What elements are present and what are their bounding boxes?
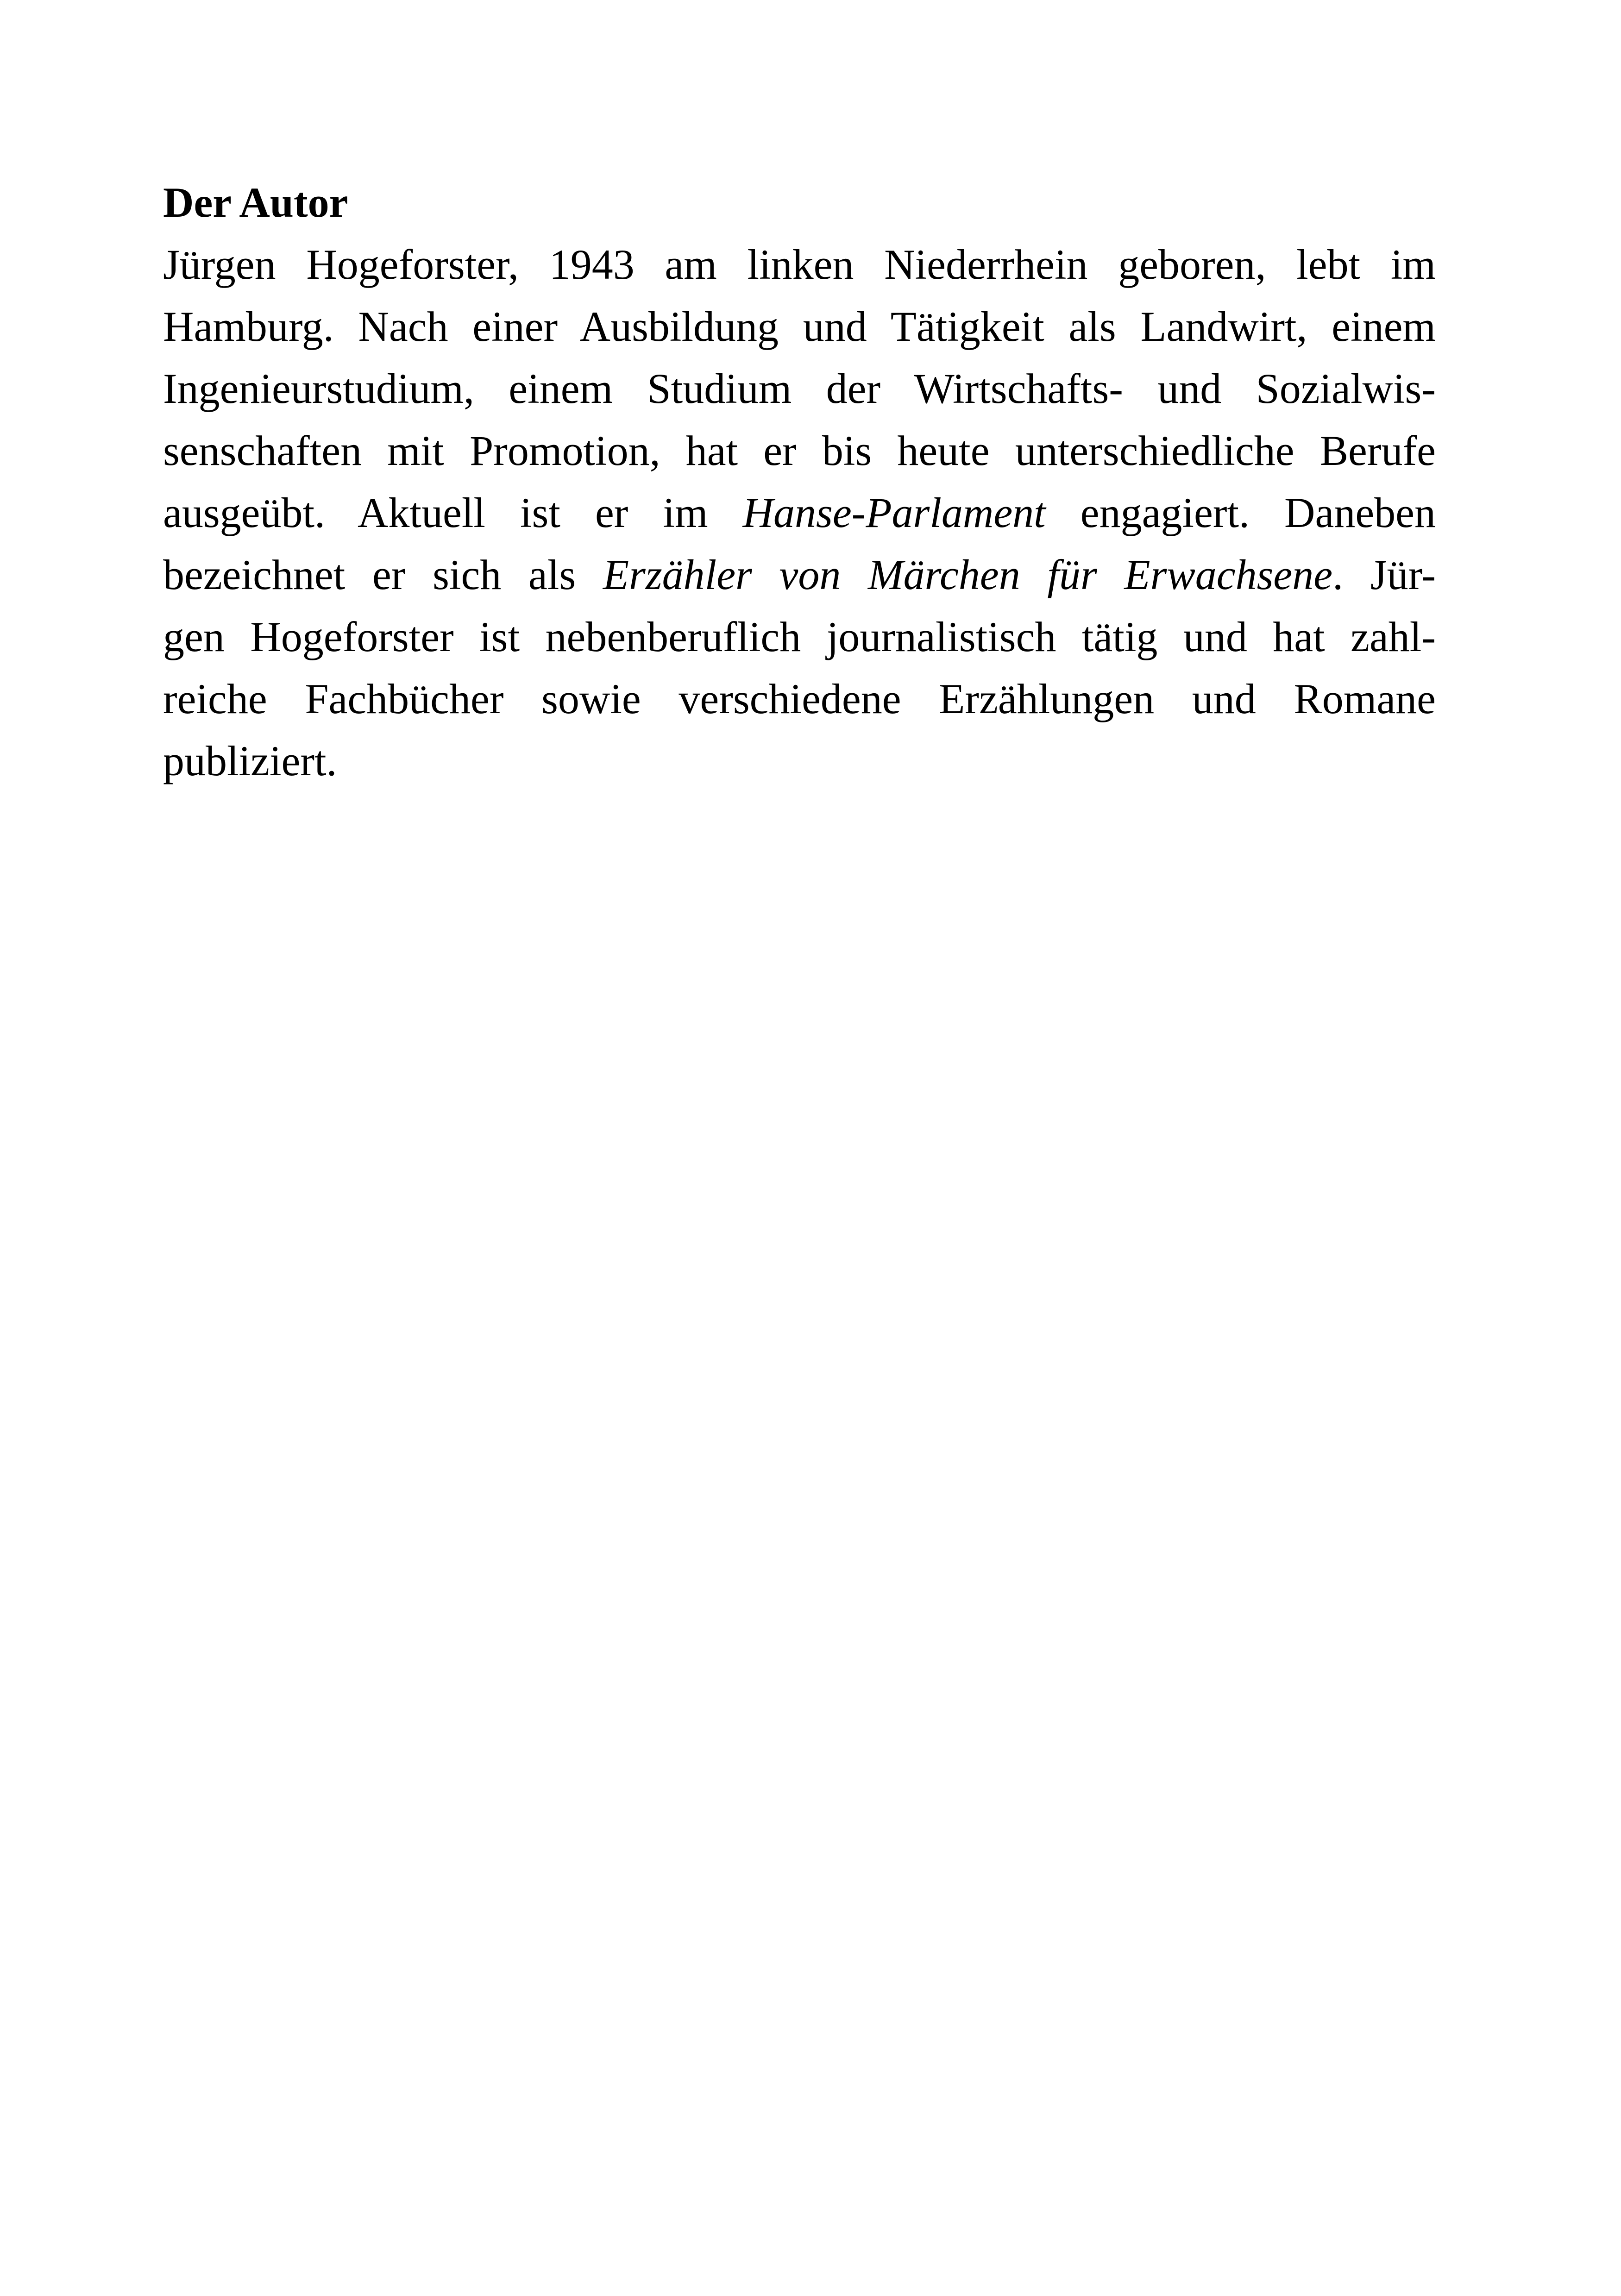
bio-line [163,606,1436,668]
bio-line [163,544,1436,606]
text-segment: Jürgen Hogeforster, 1943 am linken Niederrhein geboren, lebt im [163,241,1436,288]
bio-line [163,668,1436,730]
text-segment: engagiert. Daneben [1045,489,1436,536]
bio-line [163,295,1436,358]
text-segment: ausgeübt. Aktuell ist er im [163,489,743,536]
bio-line [163,420,1436,482]
italic-phrase: Erzähler von Märchen für Erwachsene [603,551,1333,598]
bio-line [163,482,1436,544]
bio-line [163,358,1436,420]
text-segment: publiziert. [163,737,337,784]
text-segment: senschaften mit Promotion, hat er bis heute unterschiedliche Berufe [163,427,1436,474]
section-heading: Der Autor [163,179,348,226]
author-section [163,171,1436,792]
text-segment: bezeichnet er sich als [163,551,603,598]
text-segment: Ingenieurstudium, einem Studium der Wirtschafts- und Sozialwis- [163,365,1436,412]
text-segment: Hamburg. Nach einer Ausbildung und Tätigkeit als Landwirt, einem [163,303,1436,350]
author-bio [163,233,1436,792]
text-segment: . Jür- [1332,551,1436,598]
text-segment: reiche Fachbücher sowie verschiedene Erzählungen und Romane [163,675,1436,722]
bio-line [163,233,1436,295]
bio-line [163,730,1436,792]
text-segment: gen Hogeforster ist nebenberuflich journalistisch tätig und hat zahl- [163,613,1436,660]
italic-phrase: Hanse-Parlament [742,489,1046,536]
